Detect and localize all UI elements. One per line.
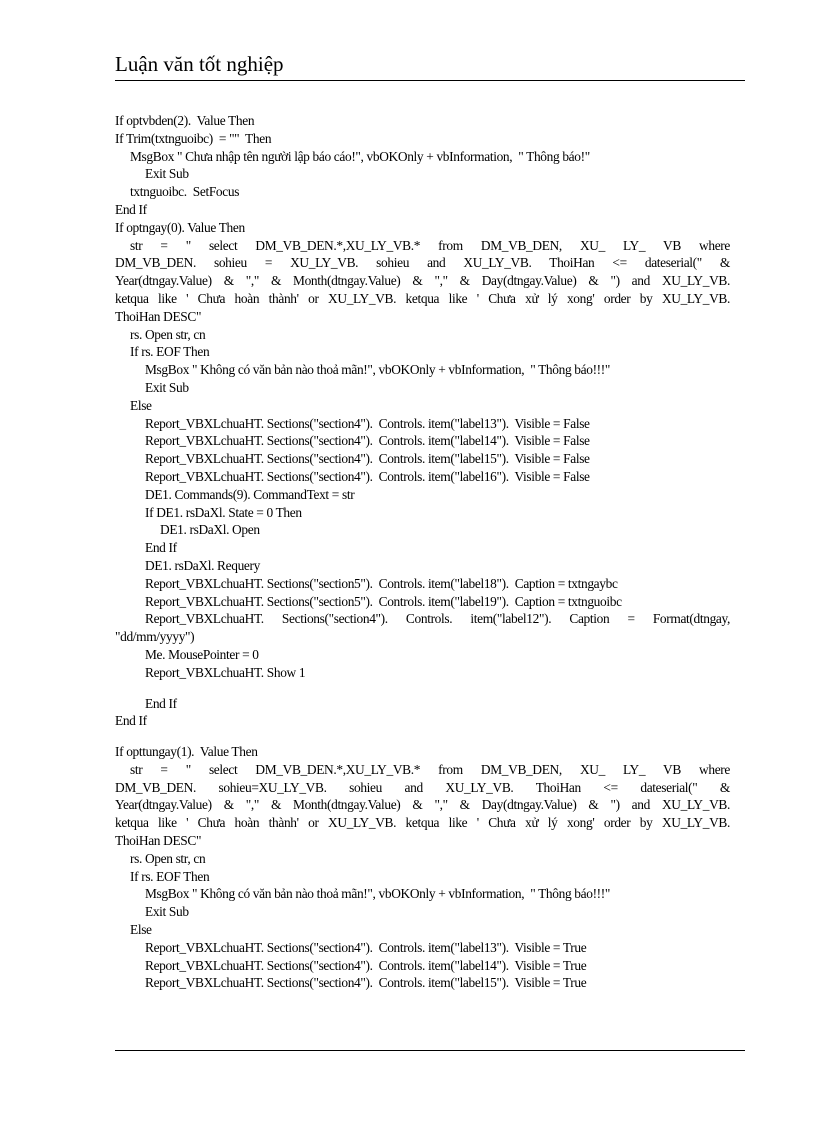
- code-line: str = " select DM_VB_DEN.*,XU_LY_VB.* from DM_VB_DEN, XU_ LY_ VB where: [130, 237, 730, 253]
- code-line: Report_VBXLchuaHT. Sections("section4"). Controls. item("label14"). Visible = False: [145, 433, 590, 449]
- code-line: End If: [115, 201, 147, 217]
- code-line: Report_VBXLchuaHT. Sections("section4"). Controls. item("label16"). Visible = False: [145, 468, 590, 484]
- code-line: Exit Sub: [145, 379, 189, 395]
- code-line: If opttungay(1). Value Then: [115, 744, 258, 760]
- code-line: Exit Sub: [145, 904, 189, 920]
- code-line: Report_VBXLchuaHT. Sections("section5"). Controls. item("label19"). Caption = txtnguoibc: [145, 593, 622, 609]
- code-listing: [115, 112, 730, 992]
- code-line: ketqua like ' Chưa hoàn thành' or XU_LY_VB. ketqua like ' Chưa xử lý xong' order by XU_LY_VB.: [115, 290, 730, 306]
- code-line: Report_VBXLchuaHT. Sections("section4"). Controls. item("label12"). Caption = Format(dtngay,: [145, 611, 730, 627]
- code-line: ketqua like ' Chưa hoàn thành' or XU_LY_VB. ketqua like ' Chưa xử lý xong' order by XU_LY_VB.: [115, 815, 730, 831]
- page-header: [115, 50, 745, 81]
- code-line: Report_VBXLchuaHT. Sections("section4"). Controls. item("label15"). Visible = False: [145, 451, 590, 467]
- code-line: DM_VB_DEN. sohieu=XU_LY_VB. sohieu and XU_LY_VB. ThoiHan <= dateserial(" &: [115, 779, 730, 795]
- code-line: Report_VBXLchuaHT. Sections("section4"). Controls. item("label13"). Visible = True: [145, 939, 587, 955]
- code-line: Year(dtngay.Value) & "," & Month(dtngay.Value) & "," & Day(dtngay.Value) & ") and XU_LY_VB.: [115, 273, 730, 289]
- code-line: Report_VBXLchuaHT. Sections("section4"). Controls. item("label14"). Visible = True: [145, 957, 587, 973]
- code-line: If optvbden(2). Value Then: [115, 113, 255, 128]
- code-line: DE1. rsDaXl. Requery: [145, 557, 260, 573]
- code-line: Report_VBXLchuaHT. Sections("section4"). Controls. item("label13"). Visible = False: [145, 415, 590, 431]
- code-line: MsgBox " Không có văn bản nào thoả mãn!", vbOKOnly + vbInformation, " Thông báo!!!": [145, 362, 611, 378]
- code-line: MsgBox " Chưa nhập tên người lập báo cáo!", vbOKOnly + vbInformation, " Thông báo!": [130, 148, 590, 164]
- code-line: str = " select DM_VB_DEN.*,XU_LY_VB.* from DM_VB_DEN, XU_ LY_ VB where: [130, 761, 730, 777]
- code-line: If rs. EOF Then: [130, 868, 210, 884]
- code-line: ThoiHan DESC": [115, 833, 202, 849]
- code-line: DM_VB_DEN. sohieu = XU_LY_VB. sohieu and XU_LY_VB. ThoiHan <= dateserial(" &: [115, 255, 730, 271]
- code-line: If DE1. rsDaXl. State = 0 Then: [145, 504, 302, 520]
- code-line: Report_VBXLchuaHT. Show 1: [145, 664, 306, 680]
- code-line: Else: [130, 922, 152, 938]
- code-line: Year(dtngay.Value) & "," & Month(dtngay.Value) & "," & Day(dtngay.Value) & ") and XU_LY_VB.: [115, 797, 730, 813]
- footer-divider: [115, 1050, 745, 1051]
- code-line: If Trim(txtnguoibc) = "" Then: [115, 130, 272, 146]
- code-line: rs. Open str, cn: [130, 850, 206, 866]
- code-line: End If: [145, 695, 177, 711]
- code-line: Exit Sub: [145, 166, 189, 182]
- code-line: Report_VBXLchuaHT. Sections("section4"). Controls. item("label15"). Visible = True: [145, 975, 587, 991]
- code-line: If optngay(0). Value Then: [115, 219, 245, 235]
- code-line: DE1. Commands(9). CommandText = str: [145, 486, 355, 502]
- code-line: ThoiHan DESC": [115, 308, 202, 324]
- code-line: Else: [130, 397, 152, 413]
- code-line: End If: [145, 540, 177, 556]
- code-line: Report_VBXLchuaHT. Sections("section5"). Controls. item("label18"). Caption = txtngaybc: [145, 575, 618, 591]
- code-line: Me. MousePointer = 0: [145, 646, 259, 662]
- code-line: MsgBox " Không có văn bản nào thoả mãn!", vbOKOnly + vbInformation, " Thông báo!!!": [145, 886, 611, 902]
- code-line: End If: [115, 713, 147, 729]
- code-line: DE1. rsDaXl. Open: [160, 522, 260, 538]
- code-line: "dd/mm/yyyy"): [115, 629, 195, 645]
- code-line: rs. Open str, cn: [130, 326, 206, 342]
- blank-line: [115, 730, 730, 743]
- blank-line: [115, 682, 730, 695]
- code-line: If rs. EOF Then: [130, 344, 210, 360]
- code-line: txtnguoibc. SetFocus: [130, 184, 240, 200]
- page-header-title: Luận văn tốt nghiệp: [115, 52, 284, 76]
